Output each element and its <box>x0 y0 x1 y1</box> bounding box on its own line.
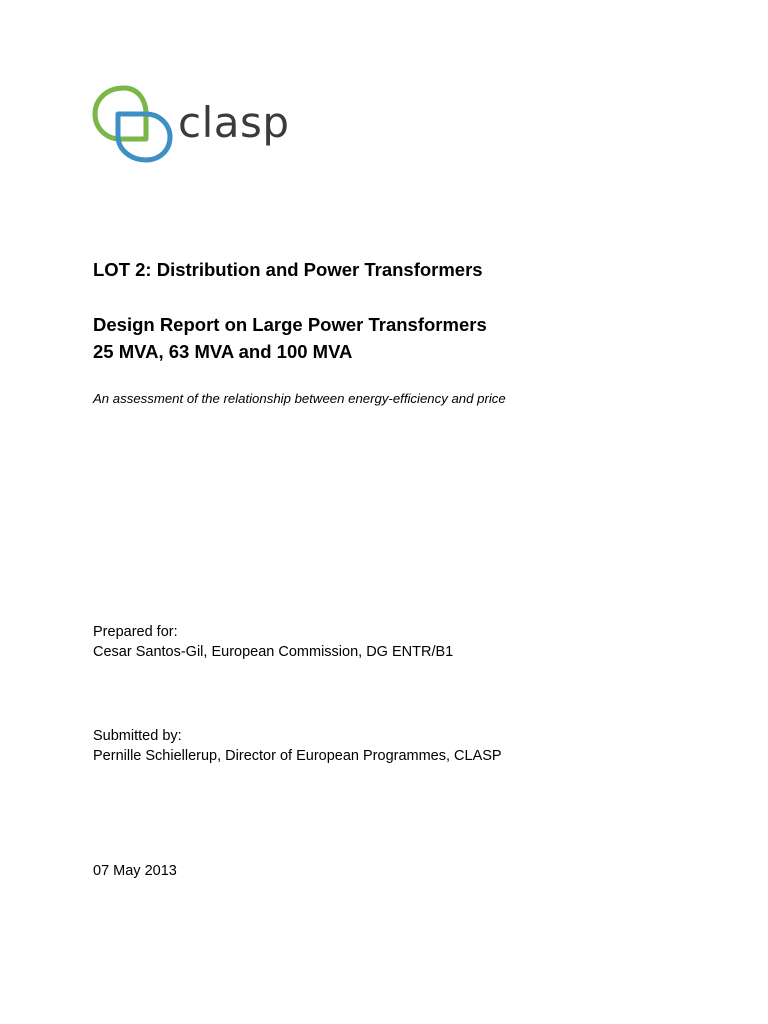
logo-wordmark: clasp <box>178 98 290 147</box>
report-title-line-1: Design Report on Large Power Transformers <box>93 314 487 335</box>
report-date: 07 May 2013 <box>93 863 177 879</box>
submitted-by-label: Submitted by: <box>93 728 182 744</box>
submitted-by-value: Pernille Schiellerup, Director of European Programmes, CLASP <box>93 748 502 764</box>
submitted-by-section <box>93 726 502 766</box>
report-title <box>93 311 487 365</box>
report-subtitle: An assessment of the relationship between energy-efficiency and price <box>93 391 506 406</box>
clasp-logo-icon <box>90 84 180 166</box>
clasp-logo <box>90 84 302 166</box>
prepared-for-value: Cesar Santos-Gil, European Commission, DG ENTR/B1 <box>93 644 454 660</box>
report-title-line-2: 25 MVA, 63 MVA and 100 MVA <box>93 341 353 362</box>
prepared-for-section <box>93 622 453 662</box>
prepared-for-label: Prepared for: <box>93 624 178 640</box>
lot-title: LOT 2: Distribution and Power Transformers <box>93 259 483 280</box>
